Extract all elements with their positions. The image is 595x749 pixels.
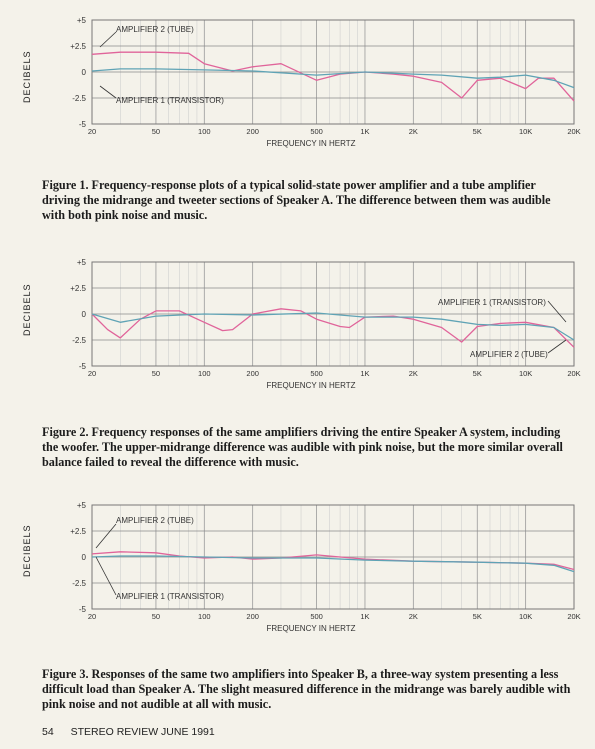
figure-3-label: Figure 3. <box>42 667 89 681</box>
x-tick-label: 5K <box>472 612 482 621</box>
x-tick-label: 5K <box>472 127 482 136</box>
x-tick-label: 10K <box>518 127 533 136</box>
figure-2-text: Frequency responses of the same amplifiers driving the entire Speaker A system, including the woofer. The upper-midrange difference was audible with pink noise, but the more similar overall balance failed to reveal the difference with music. <box>42 425 563 469</box>
x-tick-label: 2K <box>408 612 418 621</box>
x-tick-label: 50 <box>151 369 161 378</box>
x-tick-label: 2K <box>408 369 418 378</box>
x-tick-label: 10K <box>518 369 533 378</box>
x-tick-label: 5K <box>472 369 482 378</box>
figure-2-caption <box>42 425 572 470</box>
x-tick-label: 20K <box>567 612 581 621</box>
y-tick-label: -5 <box>78 120 86 129</box>
annotation-label: AMPLIFIER 1 (TRANSISTOR) <box>116 592 224 601</box>
y-axis-label: DECIBELS <box>22 524 32 577</box>
series-line-transistor <box>92 313 574 340</box>
x-tick-label: 20K <box>567 127 581 136</box>
y-tick-label: +5 <box>76 501 86 510</box>
figure-1-label: Figure 1. <box>42 178 89 192</box>
x-tick-label: 200 <box>246 612 259 621</box>
x-tick-label: 500 <box>310 612 323 621</box>
x-axis-label: FREQUENCY IN HERTZ <box>266 624 356 633</box>
y-tick-label: +5 <box>76 16 86 25</box>
x-tick-label: 50 <box>151 127 161 136</box>
y-tick-label: -5 <box>78 605 86 614</box>
y-tick-label: +2.5 <box>70 527 86 536</box>
annotation-label: AMPLIFIER 2 (TUBE) <box>470 350 548 359</box>
x-tick-label: 1K <box>360 369 370 378</box>
x-tick-label: 20K <box>567 369 581 378</box>
x-tick-label: 1K <box>360 612 370 621</box>
x-tick-label: 100 <box>198 127 211 136</box>
annotation-label: AMPLIFIER 1 (TRANSISTOR) <box>116 96 224 105</box>
annotation-leader <box>548 340 566 353</box>
page-footer <box>42 726 229 738</box>
annotation-label: AMPLIFIER 2 (TUBE) <box>116 516 194 525</box>
figure-3-text: Responses of the same two amplifiers into Speaker B, a three-way system presenting a less difficult load than Speaker A. The slight measured difference in the midrange was barely audible with pink noise and not audible at all with music. <box>42 667 571 711</box>
y-axis-label: DECIBELS <box>22 283 32 336</box>
x-tick-label: 500 <box>310 127 323 136</box>
annotation-leader <box>100 32 116 47</box>
x-tick-label: 10K <box>518 612 533 621</box>
figure-3-caption <box>42 667 572 712</box>
x-tick-label: 500 <box>310 369 323 378</box>
x-tick-label: 200 <box>246 127 259 136</box>
y-tick-label: 0 <box>81 553 86 562</box>
annotation-leader <box>96 557 116 595</box>
y-tick-label: -2.5 <box>72 579 86 588</box>
y-axis-label: DECIBELS <box>22 50 32 103</box>
y-tick-label: 0 <box>81 310 86 319</box>
annotation-label: AMPLIFIER 2 (TUBE) <box>116 25 194 34</box>
y-tick-label: 0 <box>81 68 86 77</box>
y-tick-label: -5 <box>78 362 86 371</box>
x-axis-label: FREQUENCY IN HERTZ <box>266 381 356 390</box>
x-tick-label: 20 <box>87 369 97 378</box>
y-tick-label: -2.5 <box>72 94 86 103</box>
x-tick-label: 2K <box>408 127 418 136</box>
publication-line: STEREO REVIEW JUNE 1991 <box>70 726 215 738</box>
figure-1-text: Frequency-response plots of a typical solid-state power amplifier and a tube amplifier driving the midrange and tweeter sections of Speaker A. The difference between them was audible with both pink noise and music. <box>42 178 551 222</box>
x-tick-label: 100 <box>198 369 211 378</box>
chart-3 <box>0 495 595 645</box>
y-tick-label: -2.5 <box>72 336 86 345</box>
x-tick-label: 1K <box>360 127 370 136</box>
page-number: 54 <box>42 726 54 738</box>
annotation-label: AMPLIFIER 1 (TRANSISTOR) <box>438 298 546 307</box>
annotation-leader <box>96 524 116 548</box>
x-tick-label: 100 <box>198 612 211 621</box>
series-line-tube <box>92 552 574 570</box>
x-tick-label: 200 <box>246 369 259 378</box>
figure-2-label: Figure 2. <box>42 425 89 439</box>
x-tick-label: 20 <box>87 612 97 621</box>
y-tick-label: +2.5 <box>70 42 86 51</box>
annotation-leader <box>100 86 116 98</box>
chart-1 <box>0 10 595 160</box>
y-tick-label: +2.5 <box>70 284 86 293</box>
x-tick-label: 50 <box>151 612 161 621</box>
x-axis-label: FREQUENCY IN HERTZ <box>266 139 356 148</box>
figure-1-caption <box>42 178 572 223</box>
x-tick-label: 20 <box>87 127 97 136</box>
y-tick-label: +5 <box>76 258 86 267</box>
chart-2 <box>0 252 595 402</box>
series-line-transistor <box>92 556 574 572</box>
chart-1-plot <box>0 10 595 160</box>
chart-2-plot <box>0 252 595 402</box>
annotation-leader <box>548 301 566 322</box>
chart-3-plot <box>0 495 595 645</box>
